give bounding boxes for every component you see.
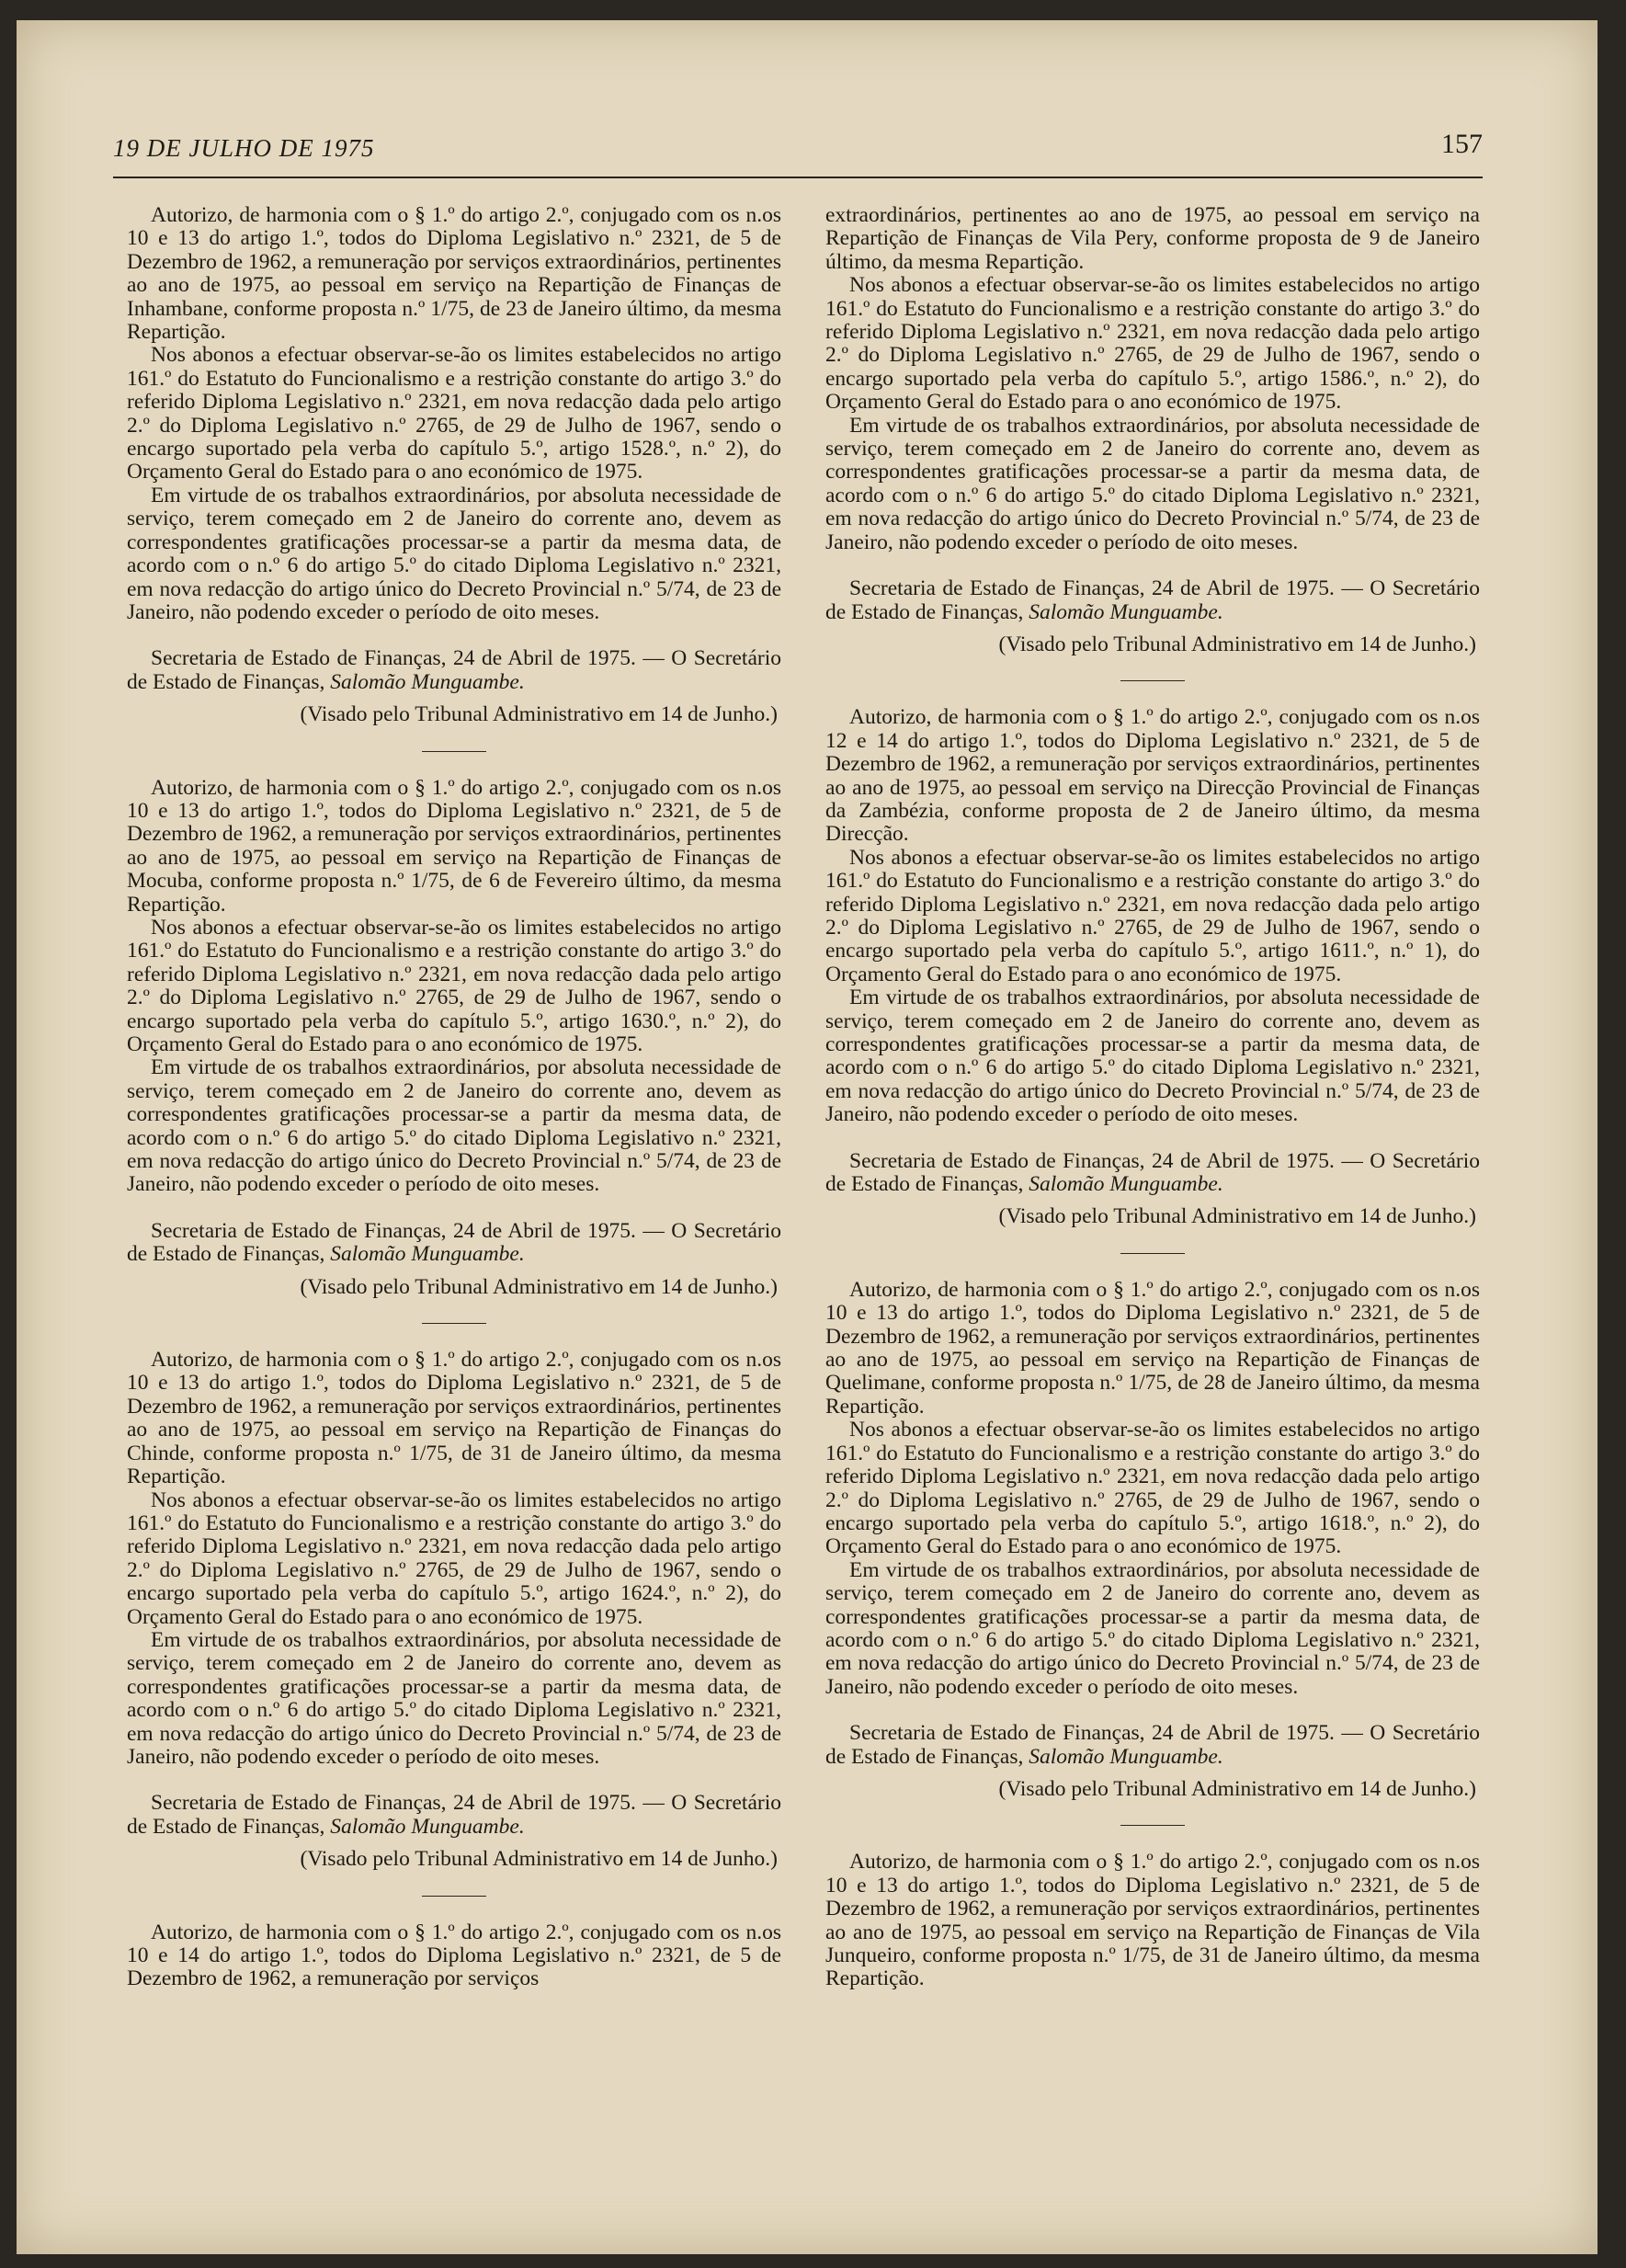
- visado-note: (Visado pelo Tribunal Administrativo em 14 de Junho.): [300, 702, 778, 727]
- limits-paragraph: Nos abonos a efectuar observar-se-ão os limites estabelecidos no artigo 161.º do Estatuto do Funcionalismo e a restrição constante do artigo 3.º do referido Diploma Legislativo n.º 2321, em nova redacção dada pelo artigo 2.º do Diploma Legislativo n.º 2765, de 29 de Julho de 1967, sendo o encargo suportado pela verba do capítulo 5.º, artigo 1528.º, n.º 2), do Orçamento Geral do Estado para o ano económico de 1975.: [127, 343, 781, 484]
- authorization-paragraph: Autorizo, de harmonia com o § 1.º do artigo 2.º, conjugado com os n.os 10 e 13 do artigo 1.º, todos do Diploma Legislativo n.º 2321, de 5 de Dezembro de 1962, a remuneração por serviços extraordinários, pertinentes ao ano de 1975, ao pessoal em serviço na Repartição de Finanças de Quelimane, conforme proposta n.º 1/75, de 28 de Janeiro último, da mesma Repartição.: [825, 1277, 1480, 1419]
- signature-text: Secretaria de Estado de Finanças, 24 de Abril de 1975. — O Secretário de Estado de Finanças,: [127, 646, 781, 694]
- signature-text: Secretaria de Estado de Finanças, 24 de Abril de 1975. — O Secretário de Estado de Finanças,: [825, 1721, 1480, 1769]
- section-divider: [1120, 1825, 1185, 1826]
- signatory-name: Salomão Munguambe.: [330, 1242, 525, 1267]
- authorization-paragraph-continued: extraordinários, pertinentes ao ano de 1975, ao pessoal em serviço na Repartição de Finanças de Vila Pery, conforme proposta de 9 de Janeiro último, da mesma Repartição.: [825, 203, 1480, 274]
- despacho-zambezia: [825, 706, 1480, 1229]
- visado-note: (Visado pelo Tribunal Administrativo em 14 de Junho.): [300, 1274, 778, 1299]
- section-divider: [1120, 680, 1185, 681]
- signatory-name: Salomão Munguambe.: [1029, 1744, 1223, 1769]
- authorization-paragraph: Autorizo, de harmonia com o § 1.º do artigo 2.º, conjugado com os n.os 10 e 14 do artigo 1.º, todos do Diploma Legislativo n.º 2321, de 5 de Dezembro de 1962, a remuneração por serviços: [127, 1920, 781, 1991]
- despacho-chinde: [127, 1349, 781, 1872]
- limits-paragraph: Nos abonos a efectuar observar-se-ão os limites estabelecidos no artigo 161.º do Estatuto do Funcionalismo e a restrição constante do artigo 3.º do referido Diploma Legislativo n.º 2321, em nova redacção dada pelo artigo 2.º do Diploma Legislativo n.º 2765, de 29 de Julho de 1967, sendo o encargo suportado pela verba do capítulo 5.º, artigo 1618.º, n.º 2), do Orçamento Geral do Estado para o ano económico de 1975.: [825, 1418, 1480, 1559]
- limits-paragraph: Nos abonos a efectuar observar-se-ão os limites estabelecidos no artigo 161.º do Estatuto do Funcionalismo e a restrição constante do artigo 3.º do referido Diploma Legislativo n.º 2321, em nova redacção dada pelo artigo 2.º do Diploma Legislativo n.º 2765, de 29 de Julho de 1967, sendo o encargo suportado pela verba do capítulo 5.º, artigo 1611.º, n.º 1), do Orçamento Geral do Estado para o ano económico de 1975.: [825, 845, 1480, 986]
- limits-paragraph: Nos abonos a efectuar observar-se-ão os limites estabelecidos no artigo 161.º do Estatuto do Funcionalismo e a restrição constante do artigo 3.º do referido Diploma Legislativo n.º 2321, em nova redacção dada pelo artigo 2.º do Diploma Legislativo n.º 2765, de 29 de Julho de 1967, sendo o encargo suportado pela verba do capítulo 5.º, artigo 1630.º, n.º 2), do Orçamento Geral do Estado para o ano económico de 1975.: [127, 915, 781, 1056]
- overtime-paragraph: Em virtude de os trabalhos extraordinários, por absoluta necessidade de serviço, terem começado em 2 de Janeiro do corrente ano, devem as correspondentes gratificações processar-se a partir da mesma data, de acordo com o n.º 6 do artigo 5.º do citado Diploma Legislativo n.º 2321, em nova redacção do artigo único do Decreto Provincial n.º 5/74, de 23 de Janeiro, não podendo exceder o período de oito meses.: [825, 413, 1480, 554]
- despacho-vila-junqueiro: [825, 1851, 1480, 1990]
- signature-line: [825, 577, 1480, 624]
- despacho-quelimane: [825, 1279, 1480, 1802]
- signature-line: [127, 1220, 781, 1267]
- section-divider: [422, 1896, 486, 1897]
- visado-note: (Visado pelo Tribunal Administrativo em 14 de Junho.): [300, 1847, 778, 1872]
- despacho-inhambane: [127, 204, 781, 727]
- overtime-paragraph: Em virtude de os trabalhos extraordinários, por absoluta necessidade de serviço, terem começado em 2 de Janeiro do corrente ano, devem as correspondentes gratificações processar-se a partir da mesma data, de acordo com o n.º 6 do artigo 5.º do citado Diploma Legislativo n.º 2321, em nova redacção do artigo único do Decreto Provincial n.º 5/74, de 23 de Janeiro, não podendo exceder o período de oito meses.: [825, 986, 1480, 1127]
- signature-text: Secretaria de Estado de Finanças, 24 de Abril de 1975. — O Secretário de Estado de Finanças,: [127, 1791, 781, 1839]
- limits-paragraph: Nos abonos a efectuar observar-se-ão os limites estabelecidos no artigo 161.º do Estatuto do Funcionalismo e a restrição constante do artigo 3.º do referido Diploma Legislativo n.º 2321, em nova redacção dada pelo artigo 2.º do Diploma Legislativo n.º 2765, de 29 de Julho de 1967, sendo o encargo suportado pela verba do capítulo 5.º, artigo 1586.º, n.º 2), do Orçamento Geral do Estado para o ano económico de 1975.: [825, 273, 1480, 415]
- gazette-page: [17, 20, 1598, 2254]
- signature-line: [825, 1150, 1480, 1197]
- despacho-vila-pery-start: [127, 1921, 781, 1991]
- signatory-name: Salomão Munguambe.: [1029, 1172, 1223, 1197]
- page-header: [113, 129, 1483, 180]
- authorization-paragraph: Autorizo, de harmonia com o § 1.º do artigo 2.º, conjugado com os n.os 10 e 13 do artigo 1.º, todos do Diploma Legislativo n.º 2321, de 5 de Dezembro de 1962, a remuneração por serviços extraordinários, pertinentes ao ano de 1975, ao pessoal em serviço na Repartição de Finanças de Vila Junqueiro, conforme proposta n.º 1/75, de 31 de Janeiro último, da mesma Repartição.: [825, 1850, 1480, 1991]
- authorization-paragraph: Autorizo, de harmonia com o § 1.º do artigo 2.º, conjugado com os n.os 10 e 13 do artigo 1.º, todos do Diploma Legislativo n.º 2321, de 5 de Dezembro de 1962, a remuneração por serviços extraordinários, pertinentes ao ano de 1975, ao pessoal em serviço na Repartição de Finanças do Chinde, conforme proposta n.º 1/75, de 31 de Janeiro último, da mesma Repartição.: [127, 1348, 781, 1489]
- overtime-paragraph: Em virtude de os trabalhos extraordinários, por absoluta necessidade de serviço, terem começado em 2 de Janeiro do corrente ano, devem as correspondentes gratificações processar-se a partir da mesma data, de acordo com o n.º 6 do artigo 5.º do citado Diploma Legislativo n.º 2321, em nova redacção do artigo único do Decreto Provincial n.º 5/74, de 23 de Janeiro, não podendo exceder o período de oito meses.: [127, 1055, 781, 1197]
- right-column: [825, 204, 1480, 1991]
- visado-note: (Visado pelo Tribunal Administrativo em 14 de Junho.): [998, 1204, 1476, 1229]
- left-column: [127, 204, 781, 1991]
- authorization-paragraph: Autorizo, de harmonia com o § 1.º do artigo 2.º, conjugado com os n.os 10 e 13 do artigo 1.º, todos do Diploma Legislativo n.º 2321, de 5 de Dezembro de 1962, a remuneração por serviços extraordinários, pertinentes ao ano de 1975, ao pessoal em serviço na Repartição de Finanças de Mocuba, conforme proposta n.º 1/75, de 6 de Fevereiro último, da mesma Repartição.: [127, 775, 781, 917]
- signature-line: [127, 1792, 781, 1839]
- overtime-paragraph: Em virtude de os trabalhos extraordinários, por absoluta necessidade de serviço, terem começado em 2 de Janeiro do corrente ano, devem as correspondentes gratificações processar-se a partir da mesma data, de acordo com o n.º 6 do artigo 5.º do citado Diploma Legislativo n.º 2321, em nova redacção do artigo único do Decreto Provincial n.º 5/74, de 23 de Janeiro, não podendo exceder o período de oito meses.: [127, 1627, 781, 1769]
- authorization-paragraph: Autorizo, de harmonia com o § 1.º do artigo 2.º, conjugado com os n.os 12 e 14 do artigo 1.º, todos do Diploma Legislativo n.º 2321, de 5 de Dezembro de 1962, a remuneração por serviços extraordinários, pertinentes ao ano de 1975, ao pessoal em serviço na Direcção Provincial de Finanças da Zambézia, conforme proposta de 2 de Janeiro último, da mesma Direcção.: [825, 705, 1480, 847]
- signatory-name: Salomão Munguambe.: [330, 669, 525, 694]
- section-divider: [422, 751, 486, 752]
- visado-note: (Visado pelo Tribunal Administrativo em 14 de Junho.): [998, 632, 1476, 656]
- despacho-vila-pery-continued: [825, 204, 1480, 656]
- limits-paragraph: Nos abonos a efectuar observar-se-ão os limites estabelecidos no artigo 161.º do Estatuto do Funcionalismo e a restrição constante do artigo 3.º do referido Diploma Legislativo n.º 2321, em nova redacção dada pelo artigo 2.º do Diploma Legislativo n.º 2765, de 29 de Julho de 1967, sendo o encargo suportado pela verba do capítulo 5.º, artigo 1624.º, n.º 2), do Orçamento Geral do Estado para o ano económico de 1975.: [127, 1487, 781, 1629]
- signature-line: [825, 1722, 1480, 1769]
- signatory-name: Salomão Munguambe.: [1029, 599, 1223, 624]
- signature-text: Secretaria de Estado de Finanças, 24 de Abril de 1975. — O Secretário de Estado de Finanças,: [127, 1218, 781, 1267]
- section-divider: [422, 1323, 486, 1324]
- visado-note: (Visado pelo Tribunal Administrativo em 14 de Junho.): [998, 1776, 1476, 1801]
- signature-text: Secretaria de Estado de Finanças, 24 de Abril de 1975. — O Secretário de Estado de Finanças,: [825, 1148, 1480, 1197]
- signature-line: [127, 647, 781, 694]
- signatory-name: Salomão Munguambe.: [330, 1814, 525, 1839]
- authorization-paragraph: Autorizo, de harmonia com o § 1.º do artigo 2.º, conjugado com os n.os 10 e 13 do artigo 1.º, todos do Diploma Legislativo n.º 2321, de 5 de Dezembro de 1962, a remuneração por serviços extraordinários, pertinentes ao ano de 1975, ao pessoal em serviço na Repartição de Finanças de Inhambane, conforme proposta n.º 1/75, de 23 de Janeiro último, da mesma Repartição.: [127, 203, 781, 345]
- signature-text: Secretaria de Estado de Finanças, 24 de Abril de 1975. — O Secretário de Estado de Finanças,: [825, 576, 1480, 624]
- despacho-mocuba: [127, 777, 781, 1300]
- overtime-paragraph: Em virtude de os trabalhos extraordinários, por absoluta necessidade de serviço, terem começado em 2 de Janeiro do corrente ano, devem as correspondentes gratificações processar-se a partir da mesma data, de acordo com o n.º 6 do artigo 5.º do citado Diploma Legislativo n.º 2321, em nova redacção do artigo único do Decreto Provincial n.º 5/74, de 23 de Janeiro, não podendo exceder o período de oito meses.: [127, 483, 781, 624]
- header-rule: [113, 177, 1483, 178]
- page-number: 157: [1441, 129, 1483, 159]
- overtime-paragraph: Em virtude de os trabalhos extraordinários, por absoluta necessidade de serviço, terem começado em 2 de Janeiro do corrente ano, devem as correspondentes gratificações processar-se a partir da mesma data, de acordo com o n.º 6 do artigo 5.º do citado Diploma Legislativo n.º 2321, em nova redacção do artigo único do Decreto Provincial n.º 5/74, de 23 de Janeiro, não podendo exceder o período de oito meses.: [825, 1557, 1480, 1699]
- section-divider: [1120, 1253, 1185, 1254]
- header-date: 19 DE JULHO DE 1975: [113, 134, 375, 162]
